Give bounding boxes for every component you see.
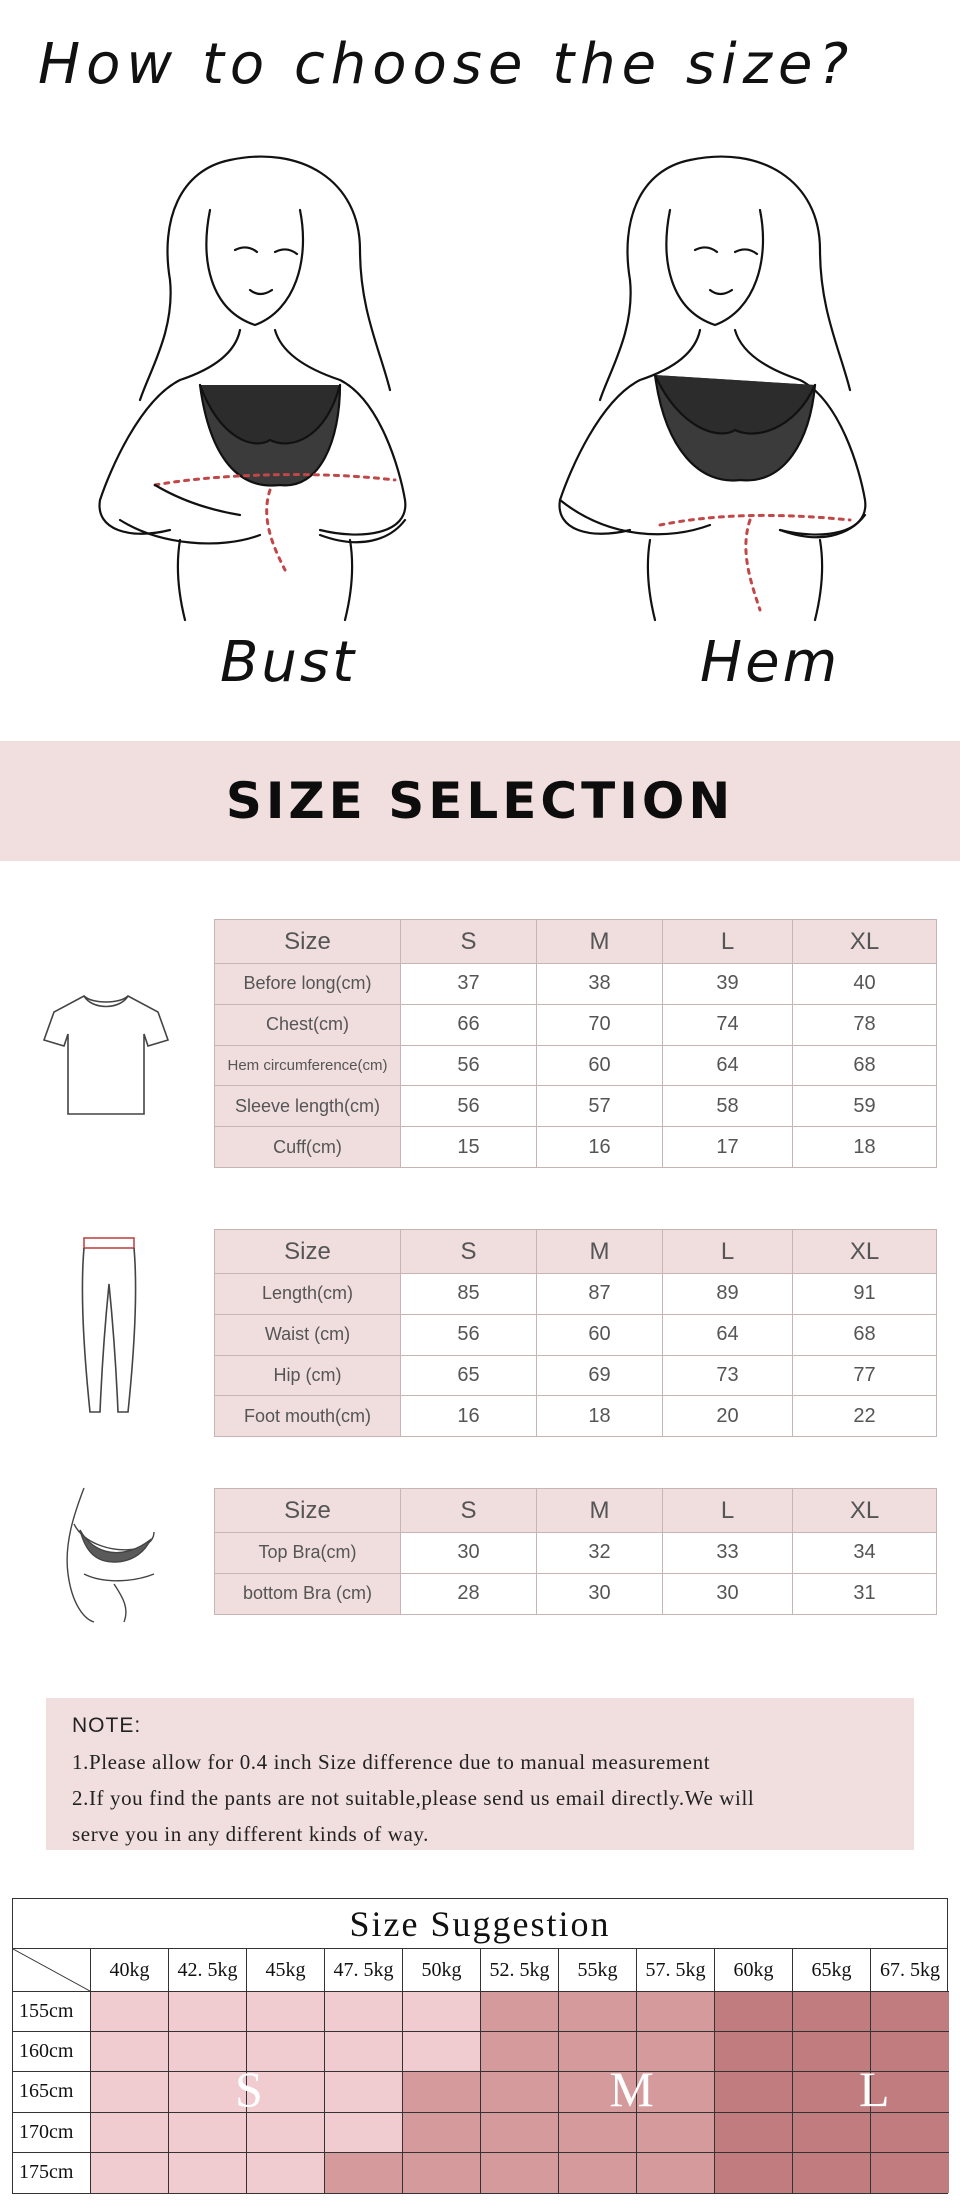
value-cell: 18	[793, 1127, 937, 1168]
size-zone-cell	[715, 2032, 793, 2072]
size-zone-cell	[403, 2153, 481, 2193]
value-cell: 34	[793, 1533, 937, 1574]
weight-header: 50kg	[403, 1949, 481, 1992]
value-cell: 77	[793, 1355, 937, 1396]
value-cell: 20	[663, 1396, 793, 1437]
value-cell: 59	[793, 1086, 937, 1127]
table-row	[215, 1004, 937, 1045]
value-cell: 40	[793, 964, 937, 1005]
note-line-1: 1.Please allow for 0.4 inch Size difference due to manual measurement	[72, 1750, 711, 1774]
size-zone-cell	[793, 2113, 871, 2153]
header-cell-size: Size	[215, 1230, 401, 1274]
value-cell: 28	[401, 1573, 537, 1614]
banner-title: SIZE SELECTION	[225, 772, 735, 830]
value-cell: 57	[537, 1086, 663, 1127]
value-cell: 64	[663, 1314, 793, 1355]
table-row	[215, 1314, 937, 1355]
header-cell-m: M	[537, 1230, 663, 1274]
value-cell: 68	[793, 1045, 937, 1086]
table-header-row	[215, 920, 937, 964]
value-cell: 33	[663, 1533, 793, 1574]
value-cell: 65	[401, 1355, 537, 1396]
size-zone-cell	[871, 2153, 949, 2193]
size-zone-cell	[325, 2153, 403, 2193]
row-label: Waist (cm)	[215, 1314, 401, 1355]
size-zone-cell	[325, 2032, 403, 2072]
note-line-2: 2.If you find the pants are not suitable,please send us email directly.We will	[72, 1786, 755, 1810]
header-cell-s: S	[401, 1489, 537, 1533]
weight-header: 57. 5kg	[637, 1949, 715, 1992]
hem-measurement-illustration	[520, 140, 920, 630]
row-label: Sleeve length(cm)	[215, 1086, 401, 1127]
pants-size-table	[214, 1229, 937, 1437]
page-headline: How to choose the size?	[38, 32, 855, 97]
leggings-icon	[74, 1234, 144, 1418]
header-cell-l: L	[663, 1489, 793, 1533]
value-cell: 91	[793, 1274, 937, 1315]
weight-header: 45kg	[247, 1949, 325, 1992]
size-zone-cell	[481, 2153, 559, 2193]
size-zone-cell	[559, 1992, 637, 2032]
size-zone-cell	[481, 2072, 559, 2112]
value-cell: 74	[663, 1004, 793, 1045]
value-cell: 37	[401, 964, 537, 1005]
size-zone-cell	[481, 1992, 559, 2032]
size-zone-cell	[325, 1992, 403, 2032]
value-cell: 85	[401, 1274, 537, 1315]
header-cell-xl: XL	[793, 1489, 937, 1533]
row-label: Hem circumference(cm)	[215, 1045, 401, 1086]
bra-icon	[54, 1484, 164, 1624]
value-cell: 64	[663, 1045, 793, 1086]
value-cell: 56	[401, 1086, 537, 1127]
grid-corner-cell	[13, 1949, 91, 1992]
size-zone-cell	[91, 2113, 169, 2153]
size-zone-cell	[247, 2113, 325, 2153]
header-cell-l: L	[663, 920, 793, 964]
header-cell-l: L	[663, 1230, 793, 1274]
size-zone-cell	[481, 2113, 559, 2153]
weight-header: 52. 5kg	[481, 1949, 559, 1992]
size-suggestion-title: Size Suggestion	[13, 1899, 947, 1949]
value-cell: 60	[537, 1314, 663, 1355]
row-label: Chest(cm)	[215, 1004, 401, 1045]
table-row	[215, 1573, 937, 1614]
row-label: Cuff(cm)	[215, 1127, 401, 1168]
t-shirt-icon	[40, 990, 172, 1120]
value-cell: 30	[537, 1573, 663, 1614]
size-zone-cell	[325, 2072, 403, 2112]
zone-label-l: L	[859, 2061, 890, 2118]
value-cell: 18	[537, 1396, 663, 1437]
height-header: 165cm	[13, 2072, 91, 2112]
size-zone-cell	[91, 2153, 169, 2193]
height-header: 175cm	[13, 2153, 91, 2193]
size-zone-cell	[91, 2032, 169, 2072]
value-cell: 16	[401, 1396, 537, 1437]
weight-header: 67. 5kg	[871, 1949, 949, 1992]
value-cell: 32	[537, 1533, 663, 1574]
note-title: NOTE:	[72, 1714, 142, 1737]
table-row	[215, 1127, 937, 1168]
size-zone-cell	[169, 2153, 247, 2193]
value-cell: 31	[793, 1573, 937, 1614]
bust-measurement-illustration	[60, 140, 460, 630]
size-zone-cell	[793, 1992, 871, 2032]
size-zone-cell	[169, 2113, 247, 2153]
size-zone-cell	[247, 2153, 325, 2193]
zone-label-m: M	[609, 2061, 654, 2118]
size-zone-cell	[403, 2072, 481, 2112]
value-cell: 78	[793, 1004, 937, 1045]
size-zone-cell	[715, 2153, 793, 2193]
row-label: Before long(cm)	[215, 964, 401, 1005]
height-header: 155cm	[13, 1992, 91, 2032]
size-zone-cell	[715, 2113, 793, 2153]
size-zone-cell	[559, 2113, 637, 2153]
value-cell: 66	[401, 1004, 537, 1045]
size-zone-cell	[169, 1992, 247, 2032]
header-cell-s: S	[401, 1230, 537, 1274]
header-cell-xl: XL	[793, 920, 937, 964]
value-cell: 30	[401, 1533, 537, 1574]
value-cell: 68	[793, 1314, 937, 1355]
note-line-3: serve you in any different kinds of way.	[72, 1822, 429, 1846]
value-cell: 73	[663, 1355, 793, 1396]
bra-size-table	[214, 1488, 937, 1615]
value-cell: 56	[401, 1314, 537, 1355]
hem-label: Hem	[700, 630, 841, 695]
size-zone-cell	[871, 2113, 949, 2153]
header-cell-s: S	[401, 920, 537, 964]
zone-label-s: S	[235, 2061, 263, 2118]
row-label: Length(cm)	[215, 1274, 401, 1315]
value-cell: 56	[401, 1045, 537, 1086]
size-zone-cell	[481, 2032, 559, 2072]
value-cell: 87	[537, 1274, 663, 1315]
size-zone-cell	[637, 1992, 715, 2032]
size-zone-cell	[871, 1992, 949, 2032]
value-cell: 22	[793, 1396, 937, 1437]
value-cell: 89	[663, 1274, 793, 1315]
height-header: 170cm	[13, 2113, 91, 2153]
size-zone-cell	[715, 2072, 793, 2112]
size-zone-cell	[559, 2153, 637, 2193]
value-cell: 60	[537, 1045, 663, 1086]
row-label: Foot mouth(cm)	[215, 1396, 401, 1437]
diagonal-line-icon	[13, 1949, 90, 1991]
table-row	[215, 1396, 937, 1437]
weight-header: 47. 5kg	[325, 1949, 403, 1992]
table-row	[215, 1045, 937, 1086]
value-cell: 17	[663, 1127, 793, 1168]
row-label: Hip (cm)	[215, 1355, 401, 1396]
header-cell-m: M	[537, 1489, 663, 1533]
value-cell: 38	[537, 964, 663, 1005]
size-zone-cell	[247, 1992, 325, 2032]
bust-label: Bust	[220, 630, 358, 695]
weight-header: 55kg	[559, 1949, 637, 1992]
row-label: Top Bra(cm)	[215, 1533, 401, 1574]
value-cell: 15	[401, 1127, 537, 1168]
value-cell: 16	[537, 1127, 663, 1168]
weight-header: 65kg	[793, 1949, 871, 1992]
table-header-row	[215, 1489, 937, 1533]
value-cell: 58	[663, 1086, 793, 1127]
table-header-row	[215, 1230, 937, 1274]
value-cell: 39	[663, 964, 793, 1005]
table-row	[215, 964, 937, 1005]
header-cell-size: Size	[215, 1489, 401, 1533]
table-row	[215, 1355, 937, 1396]
value-cell: 70	[537, 1004, 663, 1045]
size-zone-cell	[403, 2032, 481, 2072]
header-cell-m: M	[537, 920, 663, 964]
size-zone-cell	[637, 2153, 715, 2193]
size-zone-cell	[403, 2113, 481, 2153]
top-size-table	[214, 919, 937, 1168]
value-cell: 69	[537, 1355, 663, 1396]
table-row	[215, 1533, 937, 1574]
table-row	[215, 1086, 937, 1127]
height-header: 160cm	[13, 2032, 91, 2072]
weight-header: 40kg	[91, 1949, 169, 1992]
size-zone-cell	[91, 2072, 169, 2112]
value-cell: 30	[663, 1573, 793, 1614]
weight-header: 42. 5kg	[169, 1949, 247, 1992]
size-zone-cell	[325, 2113, 403, 2153]
note-box	[46, 1698, 914, 1850]
header-cell-xl: XL	[793, 1230, 937, 1274]
table-row	[215, 1274, 937, 1315]
size-zone-cell	[91, 1992, 169, 2032]
size-selection-banner	[0, 741, 960, 861]
header-cell-size: Size	[215, 920, 401, 964]
size-zone-cell	[715, 1992, 793, 2032]
size-suggestion-chart	[12, 1898, 948, 2194]
weight-header: 60kg	[715, 1949, 793, 1992]
size-suggestion-grid	[13, 1949, 947, 2193]
size-zone-cell	[637, 2113, 715, 2153]
size-zone-cell	[403, 1992, 481, 2032]
row-label: bottom Bra (cm)	[215, 1573, 401, 1614]
size-zone-cell	[793, 2153, 871, 2193]
